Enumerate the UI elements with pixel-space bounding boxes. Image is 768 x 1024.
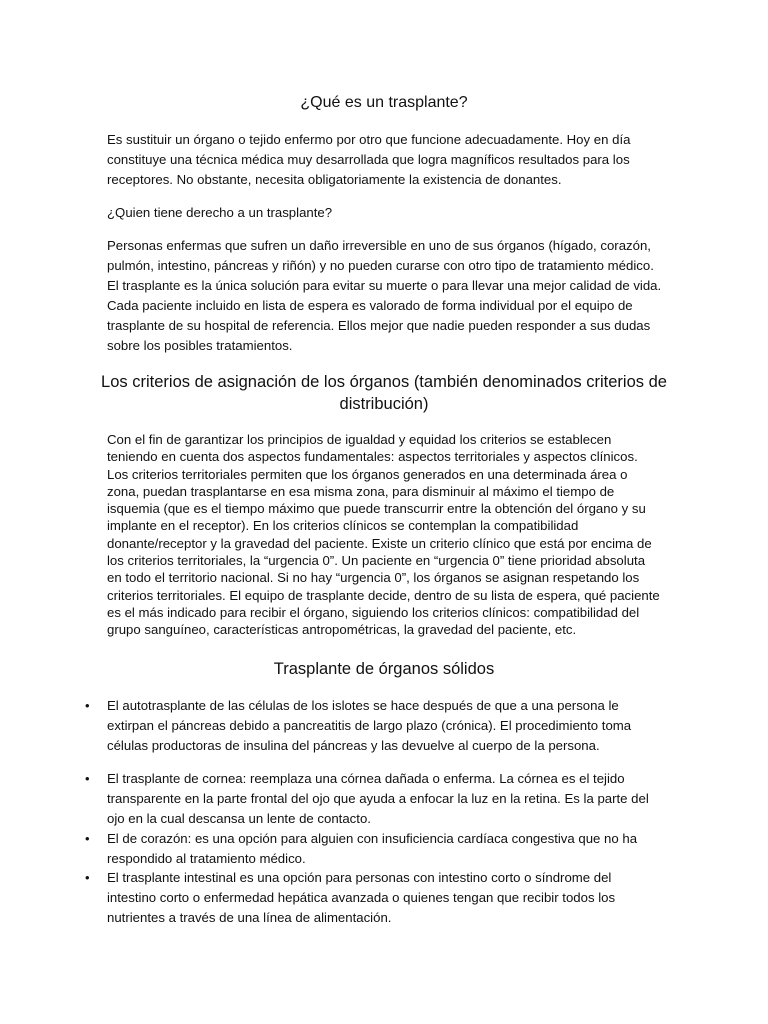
list-item-text: El trasplante de cornea: reemplaza una córnea dañada o enferma. La córnea es el tejido transparente en la parte frontal del ojo que ayuda a enfocar la luz en la retina. Es la parte del ojo en la cual descansa un lente de contacto. (107, 771, 649, 826)
bullet-icon: • (85, 831, 90, 846)
list-item (85, 829, 663, 869)
answer-paragraph: Personas enfermas que sufren un daño irreversible en uno de sus órganos (hígado, corazón, pulmón, intestino, páncreas y riñón) y no pueden curarse con otro tipo de tratamiento médico. El trasplante es la única solución para evitar su muerte o para llevar una mejor calidad de vida. Cada paciente incluido en lista de espera es valorado de forma individual por el equipo de trasplante de su hospital de referencia. Ellos mejor que nadie pueden responder a sus dudas sobre los posibles tratamientos. (107, 238, 662, 353)
list-item (85, 868, 663, 928)
question-line: ¿Quien tiene derecho a un trasplante? (107, 205, 333, 220)
criteria-paragraph: Con el fin de garantizar los principios de igualdad y equidad los criterios se establecen teniendo en cuenta dos aspectos fundamentales: aspectos territoriales y aspectos clínicos. Los criterios territoriales permiten que los órganos generados en una determinada área o zona, puedan trasplantarse en esa misma zona, para disminuir al máximo el tiempo de isquemia (que es el tiempo máximo que puede transcurrir entre la obtención del órgano y su implante en el receptor). En los criterios clínicos se contemplan la compatibilidad donante/receptor y la gravedad del paciente. Existe un criterio clínico que está por encima de los criterios territoriales, la “urgencia 0”. Un paciente en “urgencia 0” tiene prioridad absoluta en todo el territorio nacional. Si no hay “urgencia 0”, los órganos se asignan respetando los criterios territoriales. El equipo de trasplante decide, dentro de su lista de espera, qué paciente es el más indicado para recibir el órgano, siguiendo los criterios clínicos: compatibilidad del grupo sanguíneo, características antropométricas, la gravedad del paciente, etc. (107, 432, 660, 638)
page-title: ¿Qué es un trasplante? (300, 94, 468, 111)
list-item (85, 769, 663, 829)
intro-paragraph: Es sustituir un órgano o tejido enfermo por otro que funcione adecuadamente. Hoy en día constituye una técnica médica muy desarrollada que logra magníficos resultados para los receptores. No obstante, necesita obligatoriamente la existencia de donantes. (107, 132, 631, 187)
bullet-icon: • (85, 870, 90, 885)
solid-organs-heading: Trasplante de órganos sólidos (273, 660, 495, 678)
list-item-text: El de corazón: es una opción para alguien con insuficiencia cardíaca congestiva que no ha respondido al tratamiento médico. (107, 831, 638, 866)
bullet-icon: • (85, 771, 90, 786)
list-item-text: El trasplante intestinal es una opción para personas con intestino corto o síndrome del intestino corto o enfermedad hepática avanzada o quienes tengan que recibir todos los nutrientes a través de una línea de alimentación. (107, 870, 616, 925)
criteria-heading: Los criterios de asignación de los órganos (también denominados criterios de distribución) (101, 373, 667, 413)
bullet-icon: • (85, 698, 90, 713)
list-item (85, 696, 663, 756)
list-item-text: El autotrasplante de las células de los islotes se hace después de que a una persona le extirpan el páncreas debido a pancreatitis de largo plazo (crónica). El procedimiento toma células productoras de insulina del páncreas y las devuelve al cuerpo de la persona. (107, 698, 632, 753)
